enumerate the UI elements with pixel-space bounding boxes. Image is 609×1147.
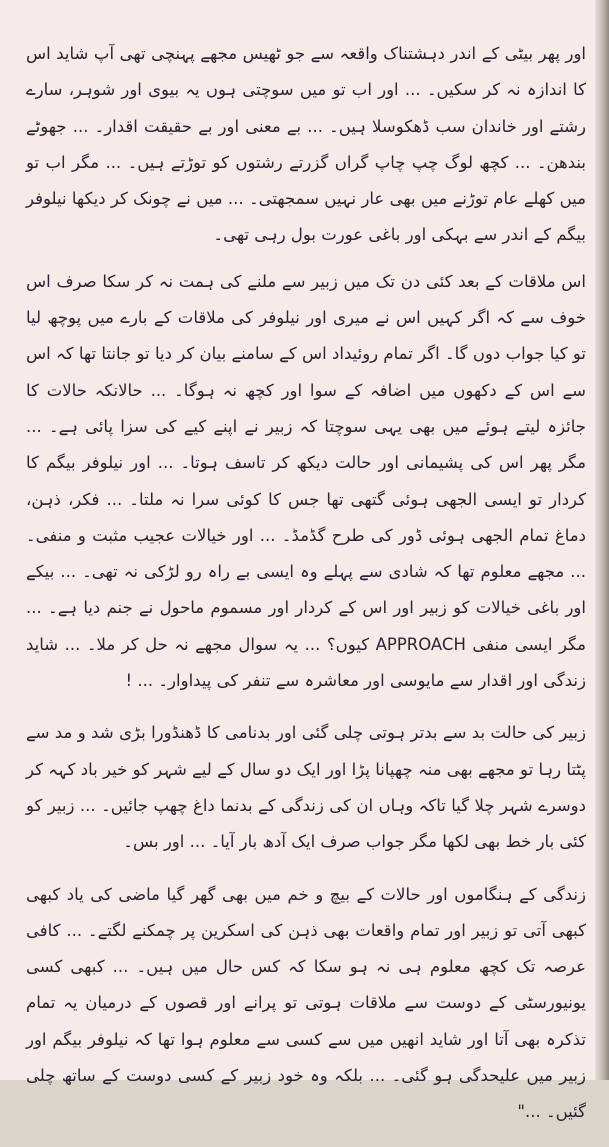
page-binding-edge: [595, 0, 609, 1080]
page-body-text: [26, 36, 586, 1147]
paragraph: اس ملاقات کے بعد کئی دن تک میں زبیر سے ملنے کی ہمت نہ کر سکا صرف اس خوف سے کہ اگر کہیں اس نے میری اور نیلوفر کی ملاقات کے بارے میں پوچھ لیا تو کیا جواب دوں گا۔ اگر تمام روئیداد اس کے سامنے بیان کر دیا تو جانتا تھا کہ اس سے اس کے دکھوں میں اضافہ کے سوا اور کچھ نہ ہوگا۔ ... حالانکہ حالات کا جائزہ لیتے ہوئے میں بھی یہی سوچتا کہ زبیر نے اپنے کیے کی سزا پائی ہے۔ ... مگر پھر اس کی پشیمانی اور حالت دیکھ کر تاسف ہوتا۔ ... اور نیلوفر بیگم کا کردار تو ایسی الجھی ہوئی گتھی تھا جس کا کوئی سرا نہ ملتا۔ ... فکر، ذہن، دماغ تمام الجھی ہوئی ڈور کی طرح گڈمڈ۔ ... اور خیالات عجیب مثبت و منفی۔ ... مجھے معلوم تھا کہ شادی سے پہلے وہ ایسی بے راہ رو لڑکی نہ تھی۔ ... بیکے اور باغی خیالات کو زبیر اور اس کے کردار اور مسموم ماحول نے جنم دیا ہے۔ ... مگر ایسی منفی APPROACH کیوں؟ ... یہ سوال مجھے نہ حل کر ملا۔ ... شاید زندگی اور اقدار سے مایوسی اور معاشرہ سے تنفر کی پیداوار۔ ... !: [26, 271, 586, 691]
paragraph: زندگی کے ہنگاموں اور حالات کے بیچ و خم میں بھی گھر گیا ماضی کی یاد کبھی کبھی آتی تو زبیر اور تمام واقعات بھی ذہن کی اسکرین پر چمکنے لگتے۔ ... کافی عرصہ تک کچھ معلوم ہی نہ ہو سکا کہ کس حال میں ہیں۔ ... کبھی کسی یونیورسٹی کے دوست سے ملاقات ہوتی تو پرانے اور قصوں کے درمیان یہ تمام تذکرہ بھی آتا اور شاید انھیں میں سے کسی سے معلوم ہوا تھا کہ نیلوفر بیگم اور زبیر میں علیحدگی ہو گئی۔ ... بلکہ وہ خود زبیر کے کسی دوست کے ساتھ چلی گئیں۔ ...": [26, 884, 586, 1122]
paragraph: اور پھر بیٹی کے اندر دہشتناک واقعہ سے جو ٹھیس مجھے پہنچی تھی آپ شاید اس کا اندازہ نہ کر سکیں۔ ... اور اب تو میں سوچتی ہوں یہ بیوی اور شوہر، سارے رشتے اور خاندان سب ڈھکوسلا ہیں۔ ... بے معنی اور بے حقیقت اقدار۔ ... جھوٹے بندھن۔ ... کچھ لوگ چپ چاپ گراں گزرتے رشتوں کو توڑتے ہیں۔ ... مگر اب تو میں کھلے عام توڑنے میں بھی عار نہیں سمجھتی۔ ... میں نے چونک کر دیکھا نیلوفر بیگم کے اندر سے بہکی اور باغی عورت بول رہی تھی۔: [26, 44, 586, 245]
paragraph: زبیر کی حالت بد سے بدتر ہوتی چلی گئی اور بدنامی کا ڈھنڈورا بڑی شد و مد سے پٹتا رہا تو مجھے بھی منہ چھپانا پڑا اور ایک دو سال کے لیے شہر کو خیر باد کہہ کر دوسرے شہر چلا گیا تاکہ وہاں ان کی زندگی کے بدنما داغ چھپ جائیں۔ ... زبیر کو کئی بار خط بھی لکھا مگر جواب صرف ایک آدھ بار آیا۔ ... اور بس۔: [26, 723, 586, 852]
